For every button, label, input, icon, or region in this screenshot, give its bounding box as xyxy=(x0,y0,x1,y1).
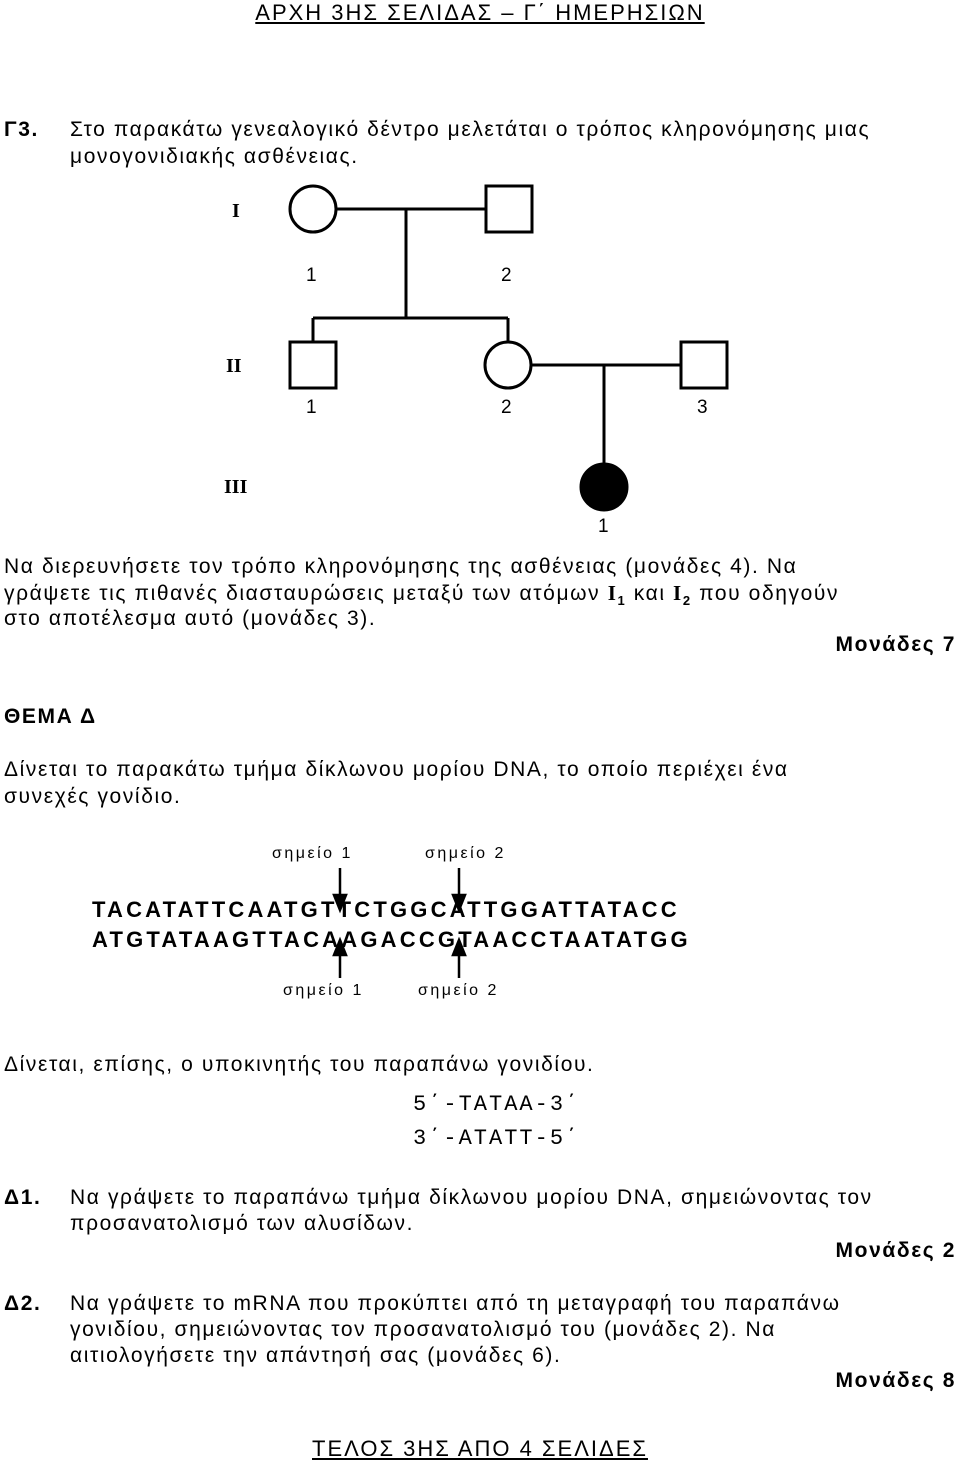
dna-strand-top: TACATATTCAATGTTCTGGCATTGGATTATACC xyxy=(92,897,680,922)
page-footer: ΤΕΛΟΣ 3ΗΣ ΑΠΟ 4 ΣΕΛΙΔΕΣ xyxy=(312,1436,648,1461)
pedigree-label-I1: 1 xyxy=(306,265,317,286)
points-g3: Μονάδες 7 xyxy=(835,633,956,656)
points-d2: Μονάδες 8 xyxy=(835,1369,956,1392)
pedigree-label-III1: 1 xyxy=(598,516,609,537)
pedigree-generation-II: II xyxy=(226,355,242,377)
d2-text-line2: γονιδίου, σημειώνοντας τον προσανατολισμό του (μονάδες 2). Να xyxy=(70,1318,777,1341)
point2-label-top: σημείο 2 xyxy=(425,845,506,862)
g3-text-line2: μονογονιδιακής ασθένειας. xyxy=(70,145,359,168)
point2-label-bottom: σημείο 2 xyxy=(418,982,499,999)
pedigree-label-II2: 2 xyxy=(501,397,512,418)
d2-text-line1: Να γράψετε το mRNA που προκύπτει από τη μεταγραφή του παραπάνω xyxy=(70,1292,841,1315)
question-line2: γράψετε τις πιθανές διασταυρώσεις μεταξύ των ατόμων $I_1$ και $I_2$ που οδηγούν xyxy=(4,581,840,609)
theme-intro-line2: συνεχές γονίδιο. xyxy=(4,785,182,808)
points-d1: Μονάδες 2 xyxy=(835,1239,956,1262)
point1-label-bottom: σημείο 1 xyxy=(283,982,364,999)
promoter-intro: Δίνεται, επίσης, ο υποκινητής του παραπάνω γονιδίου. xyxy=(4,1053,595,1076)
pedigree-label-II3: 3 xyxy=(697,397,708,418)
g3-text-line1: Στο παρακάτω γενεαλογικό δέντρο μελετάται ο τρόπος κληρονόμησης μιας xyxy=(70,118,871,141)
d1-text-line2: προσανατολισμό των αλυσίδων. xyxy=(70,1212,415,1235)
promoter-line2: 3΄-ATATT-5΄ xyxy=(413,1126,581,1151)
pedigree-generation-I: I xyxy=(232,200,240,222)
d1-text-line1: Να γράψετε το παραπάνω τμήμα δίκλωνου μορίου DNA, σημειώνοντας τον xyxy=(70,1186,873,1209)
pedigree-label-I2: 2 xyxy=(501,265,512,286)
question-number-d1: Δ1. xyxy=(4,1186,42,1209)
pedigree-label-II1: 1 xyxy=(306,397,317,418)
question-line1: Να διερευνήσετε τον τρόπο κληρονόμησης της ασθένειας (μονάδες 4). Να xyxy=(4,555,798,578)
question-number-d2: Δ2. xyxy=(4,1292,42,1315)
d2-text-line3: αιτιολογήσετε την απάντησή σας (μονάδες 6). xyxy=(70,1344,562,1367)
pedigree-generation-III: III xyxy=(224,476,248,498)
dna-strand-bottom: ATGTATAAGTTACAAGACCGTAACCTAATATGG xyxy=(92,927,691,952)
promoter-line1: 5΄-TATAA-3΄ xyxy=(413,1092,581,1117)
page-header: ΑΡΧΗ 3ΗΣ ΣΕΛΙΔΑΣ – Γ΄ ΗΜΕΡΗΣΙΩΝ xyxy=(255,0,705,25)
question-number-g3: Γ3. xyxy=(4,118,39,141)
theme-intro-line1: Δίνεται το παρακάτω τμήμα δίκλωνου μορίου DNA, το οποίο περιέχει ένα xyxy=(4,758,789,781)
section-title: ΘΕΜΑ Δ xyxy=(4,705,97,728)
point1-label-top: σημείο 1 xyxy=(272,845,353,862)
question-line3: στο αποτέλεσμα αυτό (μονάδες 3). xyxy=(4,607,377,630)
